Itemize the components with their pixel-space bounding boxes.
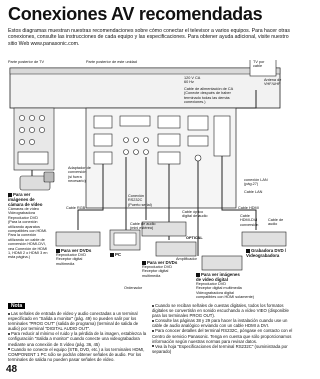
side-panel-label: Parte posterior de este unidad — [86, 60, 137, 64]
hdmi-cable-label: Cable HDMI — [238, 206, 259, 210]
connection-diagram — [6, 60, 296, 300]
note-item: Cuando se conecte el equipo (STB, DVD, etc.) a los terminales HDMI, COMPONENT 1 PC sólo se podrán obtener señales de audio. Por los terminales de salida no pueden pasar señales de vídeo. — [8, 346, 145, 362]
cable-tv-label: TV por cable — [253, 60, 265, 69]
power-desc: Cable de alimentación de CA (Conecte después de haber terminado todas las demás conexiones.) — [184, 87, 234, 105]
bullet-square-icon — [56, 249, 60, 253]
callout-recorder: Grabadora DVD / Videograbadora — [246, 248, 287, 258]
computer-label: Ordenador — [124, 286, 143, 290]
intro-text: Estos diagramas muestran nuestras recomendaciones sobre cómo conectar el televisor a varios equipos. Para hacer otras conexiones, consulte las instrucciones de cada equipo y las especificaciones. Para obtener ayuda adicional, visite nuestro sitio Web www.panasonic.com. — [8, 28, 290, 47]
optical-label: OPTICAL — [186, 236, 203, 240]
note-item: Cuando se reciban señales de cuestas digitales, todos los formatos digitales se convertirán en sonido escuchando a vídeo VIEO (disponible para los terminales PROG OUT). — [152, 303, 289, 319]
note-item: Consulte las páginas 38 y 29 para hacer la instalación cuando use un cable de audio analógico enviando con un cable HDMI a DVI. — [152, 318, 288, 329]
page-number: 48 — [6, 364, 18, 375]
note-item: Para reducir al mínimo el ruido y la pérdida de la imagen, establezca la configuración "Salida a monitor" cuando conecte una videograbadora mediante una conexión de S vídeo (pág. 36, 45) — [8, 331, 147, 347]
callout-dvd: Para ver DVDs Reproductor DVD Receptor digital multimedia — [56, 248, 92, 266]
adapter-label: Adaptador de conversión (si fuera necesario) — [68, 166, 91, 184]
notes-heading: Nota — [8, 303, 25, 309]
bullet-square-icon — [246, 249, 250, 253]
amplifier-label: Amplificador — [176, 257, 197, 261]
lan-cable-label: Cable LAN — [244, 190, 263, 194]
callout-pc: PC — [110, 252, 121, 257]
notes-left — [8, 311, 148, 362]
lan-label: conexión LAN (pág.27) — [244, 178, 268, 187]
note-item: Las señales de entrada de vídeo y audio conectadas a un terminal especificado en "Salida a monitor" (pág. 49) no pueden salir por los terminales "PROG OUT" (salida de programa) (terminal de salida de audio) por terminal "DIGITAL AUDIO OUT". — [8, 311, 139, 332]
note-item: Vea la hoja "Especificaciones del terminal RS232C" (suministrada por separado) — [152, 343, 288, 354]
component-label: Conexión RS232C (Puerto serial) — [128, 194, 152, 207]
page-title: Conexiones AV recomendadas — [8, 4, 263, 24]
audio-side-label: Cable de audio — [268, 218, 284, 227]
bullet-square-icon — [8, 193, 12, 197]
bullet-square-icon — [196, 273, 200, 277]
bullet-square-icon — [142, 261, 146, 265]
antenna-label: Antena de VHF/UHF — [264, 78, 282, 87]
hdmi-dvi-label: Cable HDMI-DVI conversión — [240, 214, 259, 227]
rear-panel-label: Parte posterior de TV — [8, 60, 45, 64]
callout-digital-video: Para ver imágenes de vídeo digital Reproductor DVD Receptor digital multimedia Videograbadora digital compatibles con HDMI solamente) — [196, 272, 255, 300]
callout-head: Para ver imágenes de cámara de vídeo — [8, 192, 43, 207]
rgb-cable-label: Cable RGB — [66, 206, 86, 210]
notes-right — [152, 303, 294, 354]
bullet-square-icon — [110, 253, 114, 257]
digital-cable-label: Cable óptico digital de audio — [182, 210, 208, 219]
mini-audio-label: Cable de audio (mini estéreo) — [130, 222, 156, 231]
callout-dvd-2: Para ver DVDs Reproductor DVD Receptor digital multimedia — [142, 260, 178, 278]
callout-body: Cámaras de vídeo Videograbadora Reproductor DVD (Para la conexión utilizando aparatos compatibles con HDMI. Para la conexión utilizando un cable de conversión HDMI-DVI, vea Conexión de HDMI 1, HDMI 2 o HDMI 3 en esta página.) — [8, 207, 48, 260]
note-item: Para conocer detalles del terminal RS232C, póngase en contacto con el Centro de servicio Panasonic. Tenga en cuenta que sólo proporcionamos información según nuestras normas para revisar datos. — [152, 328, 293, 344]
callout-camcorder — [8, 192, 48, 260]
power-cable-label: 120 V CA 60 Hz — [184, 76, 201, 85]
